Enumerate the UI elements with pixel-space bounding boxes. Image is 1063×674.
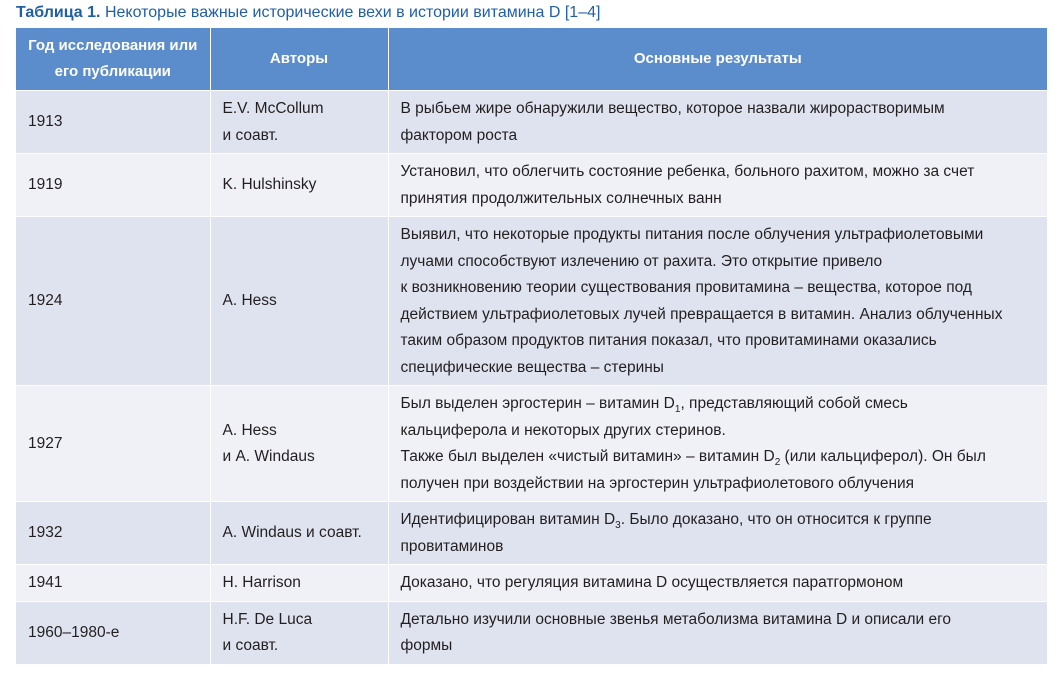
result-line: принятия продолжительных солнечных ванн — [400, 189, 722, 207]
cell-year: 1927 — [16, 386, 210, 502]
header-results: Основные результаты — [388, 28, 1047, 91]
result-line: Детально изучили основные звенья метаболизма витамина D и описали его — [400, 610, 952, 628]
result-line: получен при воздействии на эргостерин ультрафиолетового облучения — [400, 474, 915, 492]
table-row — [16, 154, 1047, 217]
result-line: В рыбьем жире обнаружили вещество, которое назвали жирорастворимым — [400, 100, 945, 117]
cell-year: 1924 — [16, 217, 210, 386]
table-row — [16, 217, 1047, 386]
cell-results — [388, 601, 1047, 664]
author-line: H.F. De Luca — [222, 610, 313, 628]
author-line: и A. Windaus — [222, 448, 315, 465]
author-line: и соавт. — [222, 637, 279, 654]
cell-year: 1960–1980-е — [16, 601, 210, 664]
result-line: фактором роста — [400, 126, 518, 144]
author-line: A. Hess — [222, 292, 277, 310]
cell-results — [388, 565, 1047, 602]
result-line: таким образом продуктов питания показал, что провитаминами оказались — [400, 332, 937, 349]
subscript: 3 — [615, 520, 621, 531]
cell-authors — [210, 154, 388, 217]
caption-text: Некоторые важные исторические вехи в истории витамина D [1–4] — [104, 4, 601, 21]
cell-results — [388, 154, 1047, 217]
result-line: Выявил, что некоторые продукты питания после облучения ультрафиолетовыми — [400, 226, 984, 243]
cell-authors — [210, 565, 388, 602]
table-row — [16, 502, 1047, 565]
subscript: 1 — [674, 404, 681, 415]
cell-results — [388, 217, 1047, 386]
table-row — [16, 386, 1047, 502]
cell-authors — [210, 502, 388, 565]
cell-authors — [210, 601, 388, 664]
result-line: Был выделен эргостерин – витамин $D_1$, представляющий собой смесь — [400, 395, 908, 415]
header-year: Год исследования или его публикации — [16, 28, 210, 91]
result-line: лучами способствуют излечению от рахита. Это открытие привело — [400, 252, 883, 270]
caption-label: Таблица 1. — [16, 4, 101, 21]
result-line: формы — [400, 637, 453, 654]
cell-year: 1913 — [16, 91, 210, 154]
author-line: A. Windaus и соавт. — [222, 524, 362, 542]
cell-year: 1919 — [16, 154, 210, 217]
author-line: H. Harrison — [222, 574, 301, 591]
vitamin-d-history-table — [16, 28, 1047, 664]
table-row — [16, 601, 1047, 664]
result-line: Доказано, что регуляция витамина D осуществляется паратгормоном — [400, 574, 904, 591]
result-line: Также был выделен «чистый витамин» – витамин $D_2$ (или кальциферол). Он был — [400, 448, 986, 468]
cell-year: 1932 — [16, 502, 210, 565]
author-line: A. Hess — [222, 421, 277, 439]
table-row — [16, 91, 1047, 154]
header-authors: Авторы — [210, 28, 388, 91]
result-line: провитаминов — [400, 537, 504, 555]
table-row — [16, 565, 1047, 602]
cell-authors — [210, 386, 388, 502]
cell-results — [388, 386, 1047, 502]
result-line: Идентифицирован витамин $D_3$. Было доказано, что он относится к группе — [400, 511, 932, 531]
result-line: кальциферола и некоторых других стеринов. — [400, 421, 726, 439]
author-line: и соавт. — [222, 126, 279, 144]
subscript: 2 — [774, 457, 781, 468]
cell-authors — [210, 91, 388, 154]
cell-authors — [210, 217, 388, 386]
result-line: к возникновению теории существования провитамина – вещества, которое под — [400, 279, 972, 296]
result-line: специфические вещества – стерины — [400, 358, 664, 376]
cell-results — [388, 91, 1047, 154]
table-header-row — [16, 28, 1047, 91]
cell-results — [388, 502, 1047, 565]
result-line: Установил, что облегчить состояние ребенка, больного рахитом, можно за счет — [400, 163, 975, 180]
table-caption — [16, 3, 600, 23]
result-line: действием ультрафиолетовых лучей превращается в витамин. Анализ облученных — [400, 305, 1003, 323]
author-line: K. Hulshinsky — [222, 176, 317, 194]
author-line: E.V. McCollum — [222, 100, 324, 117]
cell-year: 1941 — [16, 565, 210, 602]
